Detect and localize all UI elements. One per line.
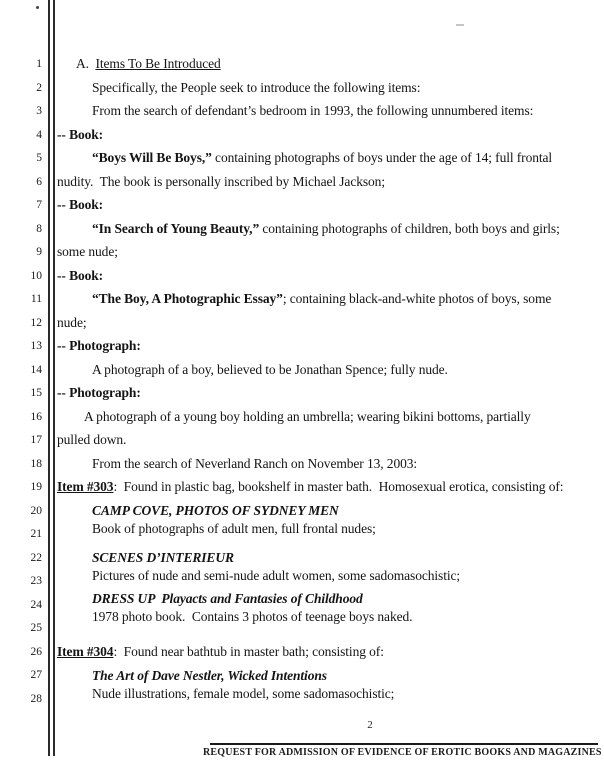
text-segment: -- Book: bbox=[57, 267, 104, 283]
text-segment: -- Book: bbox=[57, 197, 104, 212]
line-number: 3 bbox=[36, 105, 42, 117]
document-line bbox=[92, 220, 560, 237]
line-number: 21 bbox=[30, 528, 42, 540]
text-segment: Item #303 bbox=[57, 479, 114, 494]
line-number: 22 bbox=[30, 551, 42, 564]
text-segment: Nude illustrations, female model, some sadomasochistic; bbox=[92, 686, 395, 701]
line-number: 28 bbox=[30, 692, 42, 705]
text-segment: nudity. The book is personally inscribed by Michael Jackson; bbox=[57, 173, 385, 189]
text-segment: From the search of Neverland Ranch on November 13, 2003: bbox=[92, 455, 418, 471]
line-number: 26 bbox=[30, 645, 42, 658]
text-segment: Specifically, the People seek to introduce the following items: bbox=[92, 79, 421, 95]
text-segment: “Boys Will Be Boys,” bbox=[92, 150, 212, 165]
text-segment: 1978 photo book. Contains 3 photos of teenage boys naked. bbox=[92, 608, 413, 624]
document-line bbox=[57, 643, 384, 660]
text-segment: ; containing black-and-white photos of boys, some bbox=[282, 291, 552, 306]
line-number: 8 bbox=[36, 222, 42, 235]
line-number: 15 bbox=[30, 387, 42, 399]
line-number: 17 bbox=[30, 434, 42, 446]
line-number: 16 bbox=[30, 410, 42, 423]
text-segment: Book of photographs of adult men, full frontal nudes; bbox=[92, 521, 376, 536]
text-segment: Pictures of nude and semi-nude adult women, some sadomasochistic; bbox=[92, 568, 461, 583]
line-number: 4 bbox=[36, 128, 42, 141]
document-line bbox=[92, 567, 460, 584]
document-line bbox=[57, 196, 103, 213]
document-line bbox=[57, 267, 103, 284]
text-segment: nude; bbox=[57, 314, 87, 330]
document-line bbox=[57, 126, 103, 143]
text-segment: : Found near bathtub in master bath; consisting of: bbox=[113, 644, 384, 659]
line-number: 12 bbox=[30, 316, 42, 329]
line-number: 10 bbox=[30, 269, 42, 282]
text-segment: containing photographs of children, both boys and girls; bbox=[259, 220, 560, 236]
text-segment: pulled down. bbox=[57, 432, 127, 447]
footer-title: REQUEST FOR ADMISSION OF EVIDENCE OF EROTIC BOOKS AND MAGAZINES bbox=[203, 747, 602, 758]
line-number: 24 bbox=[30, 598, 42, 611]
document-line bbox=[92, 520, 376, 537]
document-line bbox=[57, 384, 141, 401]
line-number: 27 bbox=[30, 669, 42, 681]
line-number: 18 bbox=[30, 457, 42, 470]
text-segment: The Art of Dave Nestler, Wicked Intentions bbox=[92, 667, 327, 683]
line-number: 23 bbox=[30, 575, 42, 587]
document-line bbox=[92, 549, 234, 566]
text-segment: CAMP COVE, PHOTOS OF SYDNEY MEN bbox=[92, 503, 339, 518]
page-number: 2 bbox=[367, 719, 373, 731]
line-number: 9 bbox=[36, 246, 42, 258]
text-segment: -- Photograph: bbox=[57, 385, 141, 400]
text-segment: DRESS UP Playacts and Fantasies of Childhood bbox=[92, 590, 363, 606]
text-segment: : Found in plastic bag, bookshelf in master bath. Homosexual erotica, consisting of: bbox=[113, 479, 564, 494]
document-line bbox=[57, 478, 563, 495]
text-segment: A photograph of a boy, believed to be Jonathan Spence; fully nude. bbox=[92, 361, 448, 377]
document-line bbox=[92, 608, 412, 625]
text-segment: From the search of defendant’s bedroom in 1993, the following unnumbered items: bbox=[92, 103, 534, 118]
document-line bbox=[57, 431, 126, 448]
text-segment: Item #304 bbox=[57, 644, 114, 659]
scan-artifact-dot bbox=[36, 6, 39, 9]
document-line bbox=[92, 361, 448, 378]
document-line bbox=[92, 149, 552, 166]
document-line bbox=[92, 79, 420, 96]
document-line bbox=[84, 408, 531, 425]
document-line bbox=[57, 314, 87, 331]
line-number: 7 bbox=[36, 199, 42, 211]
document-line bbox=[92, 102, 533, 119]
document-line bbox=[92, 455, 417, 472]
line-number: 20 bbox=[30, 504, 42, 517]
document-line bbox=[57, 243, 118, 260]
text-segment: -- Book: bbox=[57, 126, 104, 142]
footer-rule bbox=[210, 743, 598, 745]
text-segment: Items To Be Introduced bbox=[95, 56, 221, 71]
text-segment: some nude; bbox=[57, 244, 118, 259]
line-number: 6 bbox=[36, 175, 42, 188]
line-number: 13 bbox=[30, 340, 42, 352]
scan-artifact-dash bbox=[456, 24, 464, 26]
text-segment: “The Boy, A Photographic Essay” bbox=[92, 291, 283, 306]
document-line bbox=[92, 667, 327, 684]
line-number: 1 bbox=[36, 58, 42, 70]
line-number: 14 bbox=[30, 363, 42, 376]
line-number: 25 bbox=[30, 622, 42, 634]
document-line bbox=[57, 173, 385, 190]
text-segment: containing photographs of boys under the age of 14; full frontal bbox=[211, 150, 553, 165]
document-line bbox=[92, 290, 551, 307]
line-number: 5 bbox=[36, 152, 42, 164]
document-line bbox=[76, 55, 221, 72]
line-number: 19 bbox=[30, 481, 42, 493]
text-segment: SCENES D’INTERIEUR bbox=[92, 550, 234, 565]
document-line bbox=[92, 502, 339, 519]
document-line bbox=[92, 685, 394, 702]
pleading-rule-outer bbox=[48, 0, 50, 756]
document-line bbox=[92, 590, 363, 607]
line-number: 2 bbox=[36, 81, 42, 94]
text-segment: A photograph of a young boy holding an umbrella; wearing bikini bottoms, partially bbox=[84, 408, 531, 424]
text-segment: “In Search of Young Beauty,” bbox=[92, 220, 260, 236]
line-number: 11 bbox=[30, 293, 42, 305]
text-segment: A. bbox=[76, 56, 96, 71]
text-segment: -- Photograph: bbox=[57, 338, 141, 353]
document-line bbox=[57, 337, 141, 354]
pleading-rule-inner bbox=[53, 0, 55, 756]
